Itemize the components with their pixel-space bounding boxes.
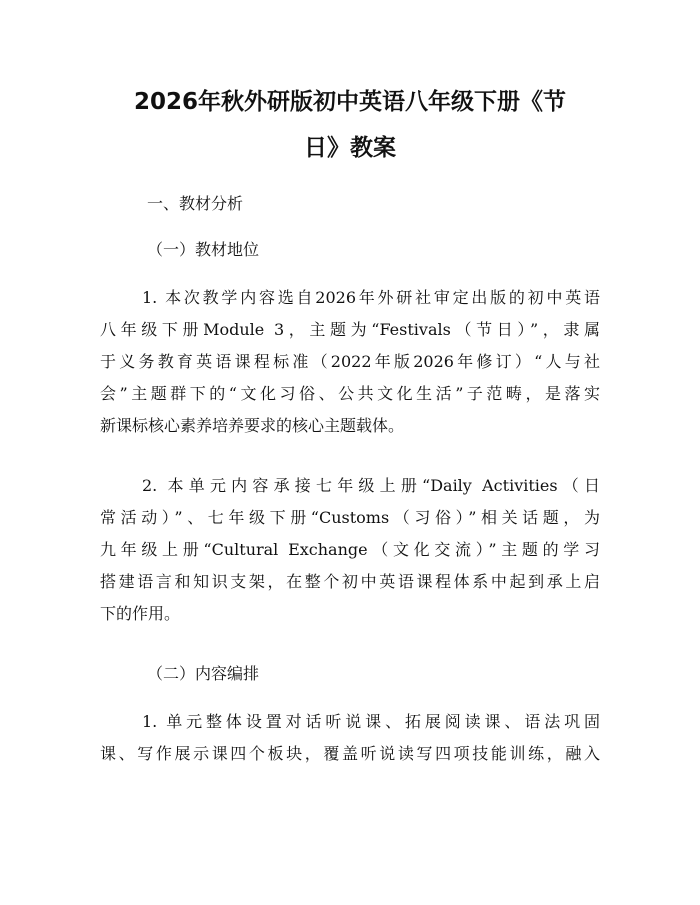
document-title-line-1: 2026年秋外研版初中英语八年级下册《节 — [133, 89, 566, 115]
paragraph-line: 下的作用。 — [100, 604, 181, 623]
paragraph-line: 会”主题群下的“文化习俗、公共文化生活”子范畴，是落实 — [100, 384, 600, 403]
paragraph-line: 常活动）”、七年级下册“Customs（习俗）”相关话题，为 — [100, 508, 600, 527]
paragraph-line: 新课标核心素养培养要求的核心主题载体。 — [100, 416, 405, 435]
section-heading-textbook-analysis: 一、教材分析 — [147, 194, 244, 213]
subsection-heading-content-arrangement: （二）内容编排 — [147, 664, 260, 683]
paragraph-line: 1. 单元整体设置对话听说课、拓展阅读课、语法巩固 — [142, 712, 600, 731]
paragraph-line: 搭建语言和知识支架，在整个初中英语课程体系中起到承上启 — [100, 572, 600, 591]
paragraph-line: 九年级上册“Cultural Exchange（文化交流）”主题的学习 — [100, 540, 600, 559]
paragraph-line: 2. 本单元内容承接七年级上册“Daily Activities（日 — [142, 476, 600, 495]
document-title-line-2: 日》教案 — [304, 135, 396, 161]
subsection-heading-textbook-position: （一）教材地位 — [147, 240, 260, 259]
paragraph-line: 八年级下册Module 3，主题为“Festivals（节日）”，隶属 — [100, 320, 600, 339]
paragraph-line: 于义务教育英语课程标准（2022年版2026年修订）“人与社 — [100, 352, 600, 371]
paragraph-line: 课、写作展示课四个板块，覆盖听说读写四项技能训练，融入 — [100, 744, 600, 763]
paragraph-line: 1. 本次教学内容选自2026年外研社审定出版的初中英语 — [142, 288, 600, 307]
